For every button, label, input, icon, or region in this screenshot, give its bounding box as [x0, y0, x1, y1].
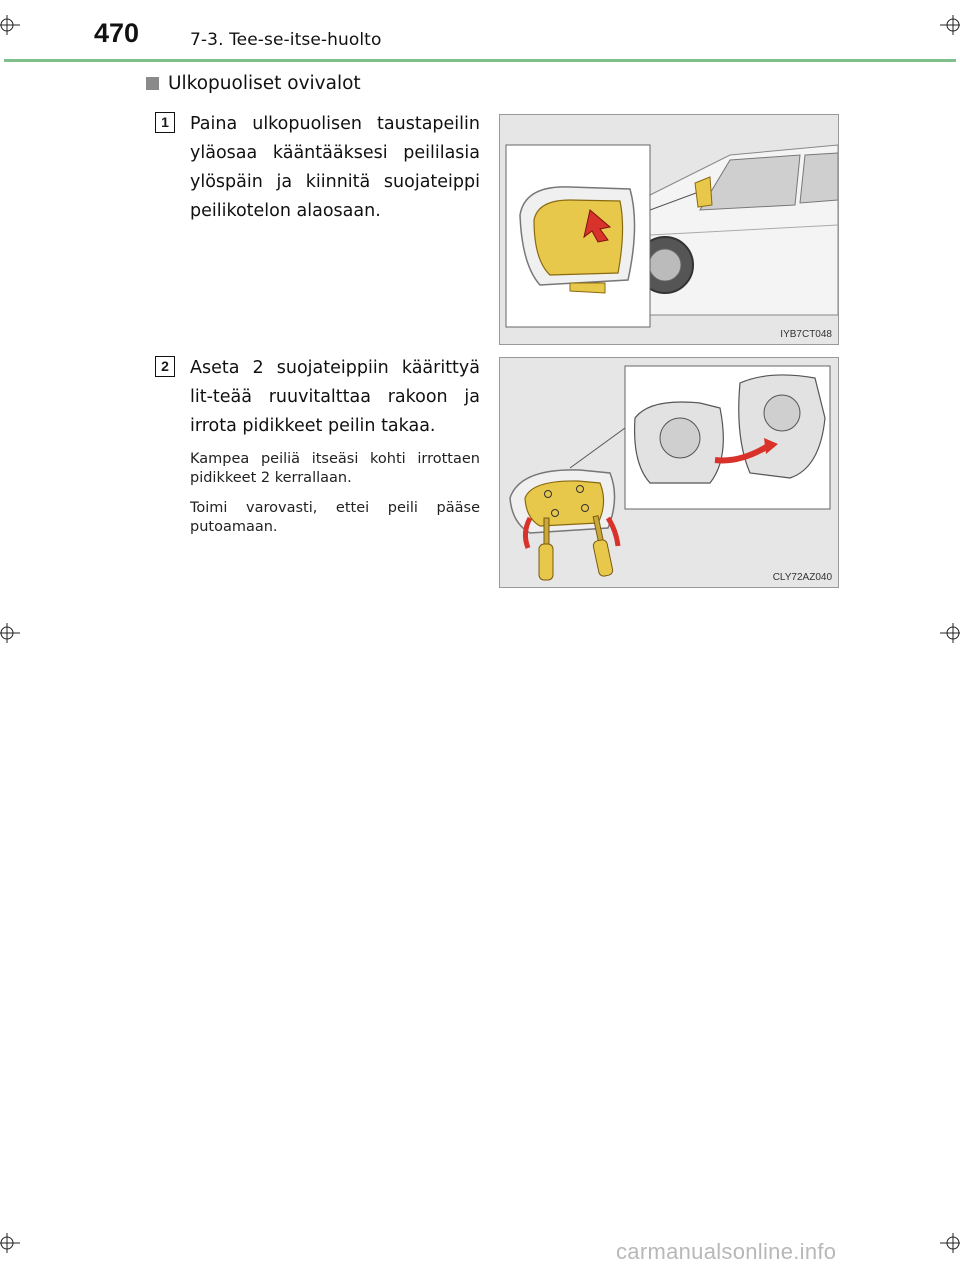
page-number: 470 [94, 18, 140, 48]
mirror-removal-illustration [500, 358, 838, 587]
step-2-note-2: Toimi varovasti, ettei peili pääse putoamaan. [190, 500, 480, 535]
crop-mark-icon [0, 618, 30, 648]
step-2-text: Aseta 2 suojateippiin käärittyä lit-teää ruuvitalttaa rakoon ja irrota pidikkeet peilin takaa. [190, 358, 480, 436]
figure-code-1: IYB7CT048 [780, 329, 832, 340]
heading-square-icon [146, 77, 159, 90]
step-number-2: 2 [155, 356, 175, 377]
header-rule [4, 59, 956, 62]
watermark: carmanualsonline.info [616, 1239, 837, 1264]
figure-code-2: CLY72AZ040 [772, 572, 832, 583]
section-heading-text: Ulkopuoliset ovivalot [168, 73, 361, 94]
step-1-text: Paina ulkopuolisen taustapeilin yläosaa kääntääksesi peililasia ylöspäin ja kiinnitä suojateippi peilikotelon alaosaan. [190, 114, 480, 221]
crop-mark-icon [930, 1228, 960, 1258]
crop-mark-icon [930, 618, 960, 648]
figure-step-1 [499, 114, 839, 345]
step-number-1: 1 [155, 112, 175, 133]
figure-step-2 [499, 357, 839, 588]
section-title: 7-3. Tee-se-itse-huolto [190, 30, 382, 50]
crop-mark-icon [0, 1228, 30, 1258]
step-2-note-1: Kampea peiliä itseäsi kohti irrottaen pidikkeet 2 kerrallaan. [190, 451, 480, 486]
section-heading [146, 73, 361, 94]
page-header [0, 0, 960, 62]
mirror-tape-illustration [500, 115, 838, 344]
